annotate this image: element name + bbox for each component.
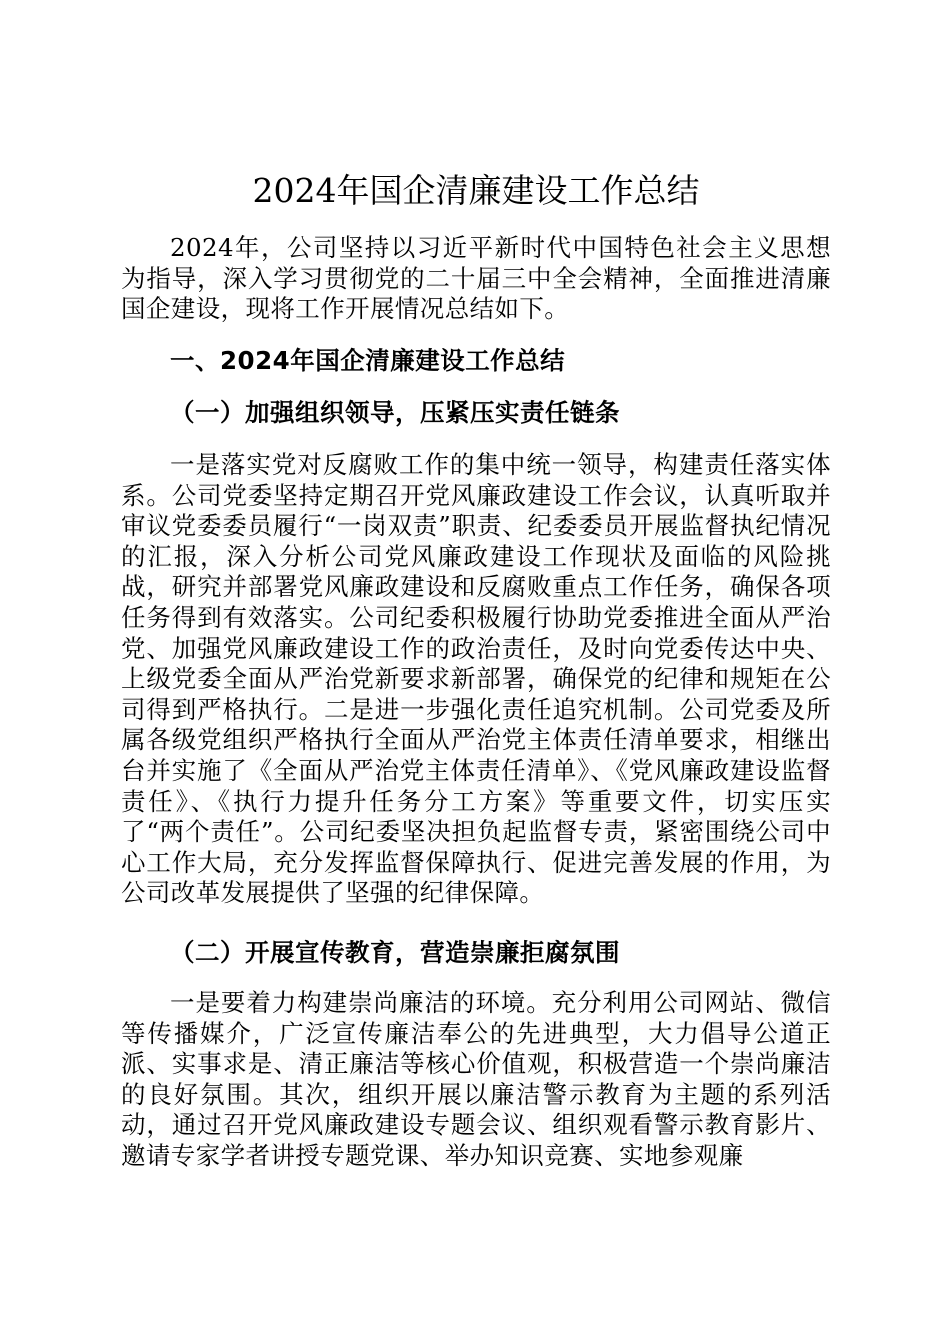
document-title: 2024年国企清廉建设工作总结 xyxy=(252,171,700,210)
subsection-2-body: 一是要着力构建崇尚廉洁的环境。充分利用公司网站、微信等传播媒介，广泛宣传廉洁奉公的先进典型，大力倡导公道正派、实事求是、清正廉洁等核心价值观，积极营造一个崇尚廉洁的良好氛围。其次，组织开展以廉洁警示教育为主题的系列活动，通过召开党风廉政建设专题会议、组织观看警示教育影片、邀请专家学者讲授专题党课、举办知识竞赛、实地参观廉 xyxy=(121,988,831,1170)
section-heading: 一、2024年国企清廉建设工作总结 xyxy=(170,346,566,375)
subsection-1-body: 一是落实党对反腐败工作的集中统一领导，构建责任落实体系。公司党委坚持定期召开党风廉政建设工作会议，认真听取并审议党委委员履行“一岗双责”职责、纪委委员开展监督执纪情况的汇报，深入分析公司党风廉政建设工作现状及面临的风险挑战，研究并部署党风廉政建设和反腐败重点工作任务，确保各项任务得到有效落实。公司纪委积极履行协助党委推进全面从严治党、加强党风廉政建设工作的政治责任，及时向党委传达中央、上级党委全面从严治党新要求新部署，确保党的纪律和规矩在公司得到严格执行。二是进一步强化责任追究机制。公司党委及所属各级党组织严格执行全面从严治党主体责任清单要求，相继出台并实施了《全面从严治党主体责任清单》、《党风廉政建设监督责任》、《执行力提升任务分工方案》等重要文件，切实压实了“两个责任”。公司纪委坚决担负起监督专责，紧密围绕公司中心工作大局，充分发挥监督保障执行、促进完善发展的作用，为公司改革发展提供了坚强的纪律保障。 xyxy=(121,450,831,908)
intro-paragraph: 2024年，公司坚持以习近平新时代中国特色社会主义思想为指导，深入学习贯彻党的二十届三中全会精神，全面推进清廉国企建设，现将工作开展情况总结如下。 xyxy=(121,233,831,324)
subsection-heading-1: （一）加强组织领导，压紧压实责任链条 xyxy=(170,398,620,427)
subsection-heading-2: （二）开展宣传教育，营造崇廉拒腐氛围 xyxy=(170,938,620,967)
